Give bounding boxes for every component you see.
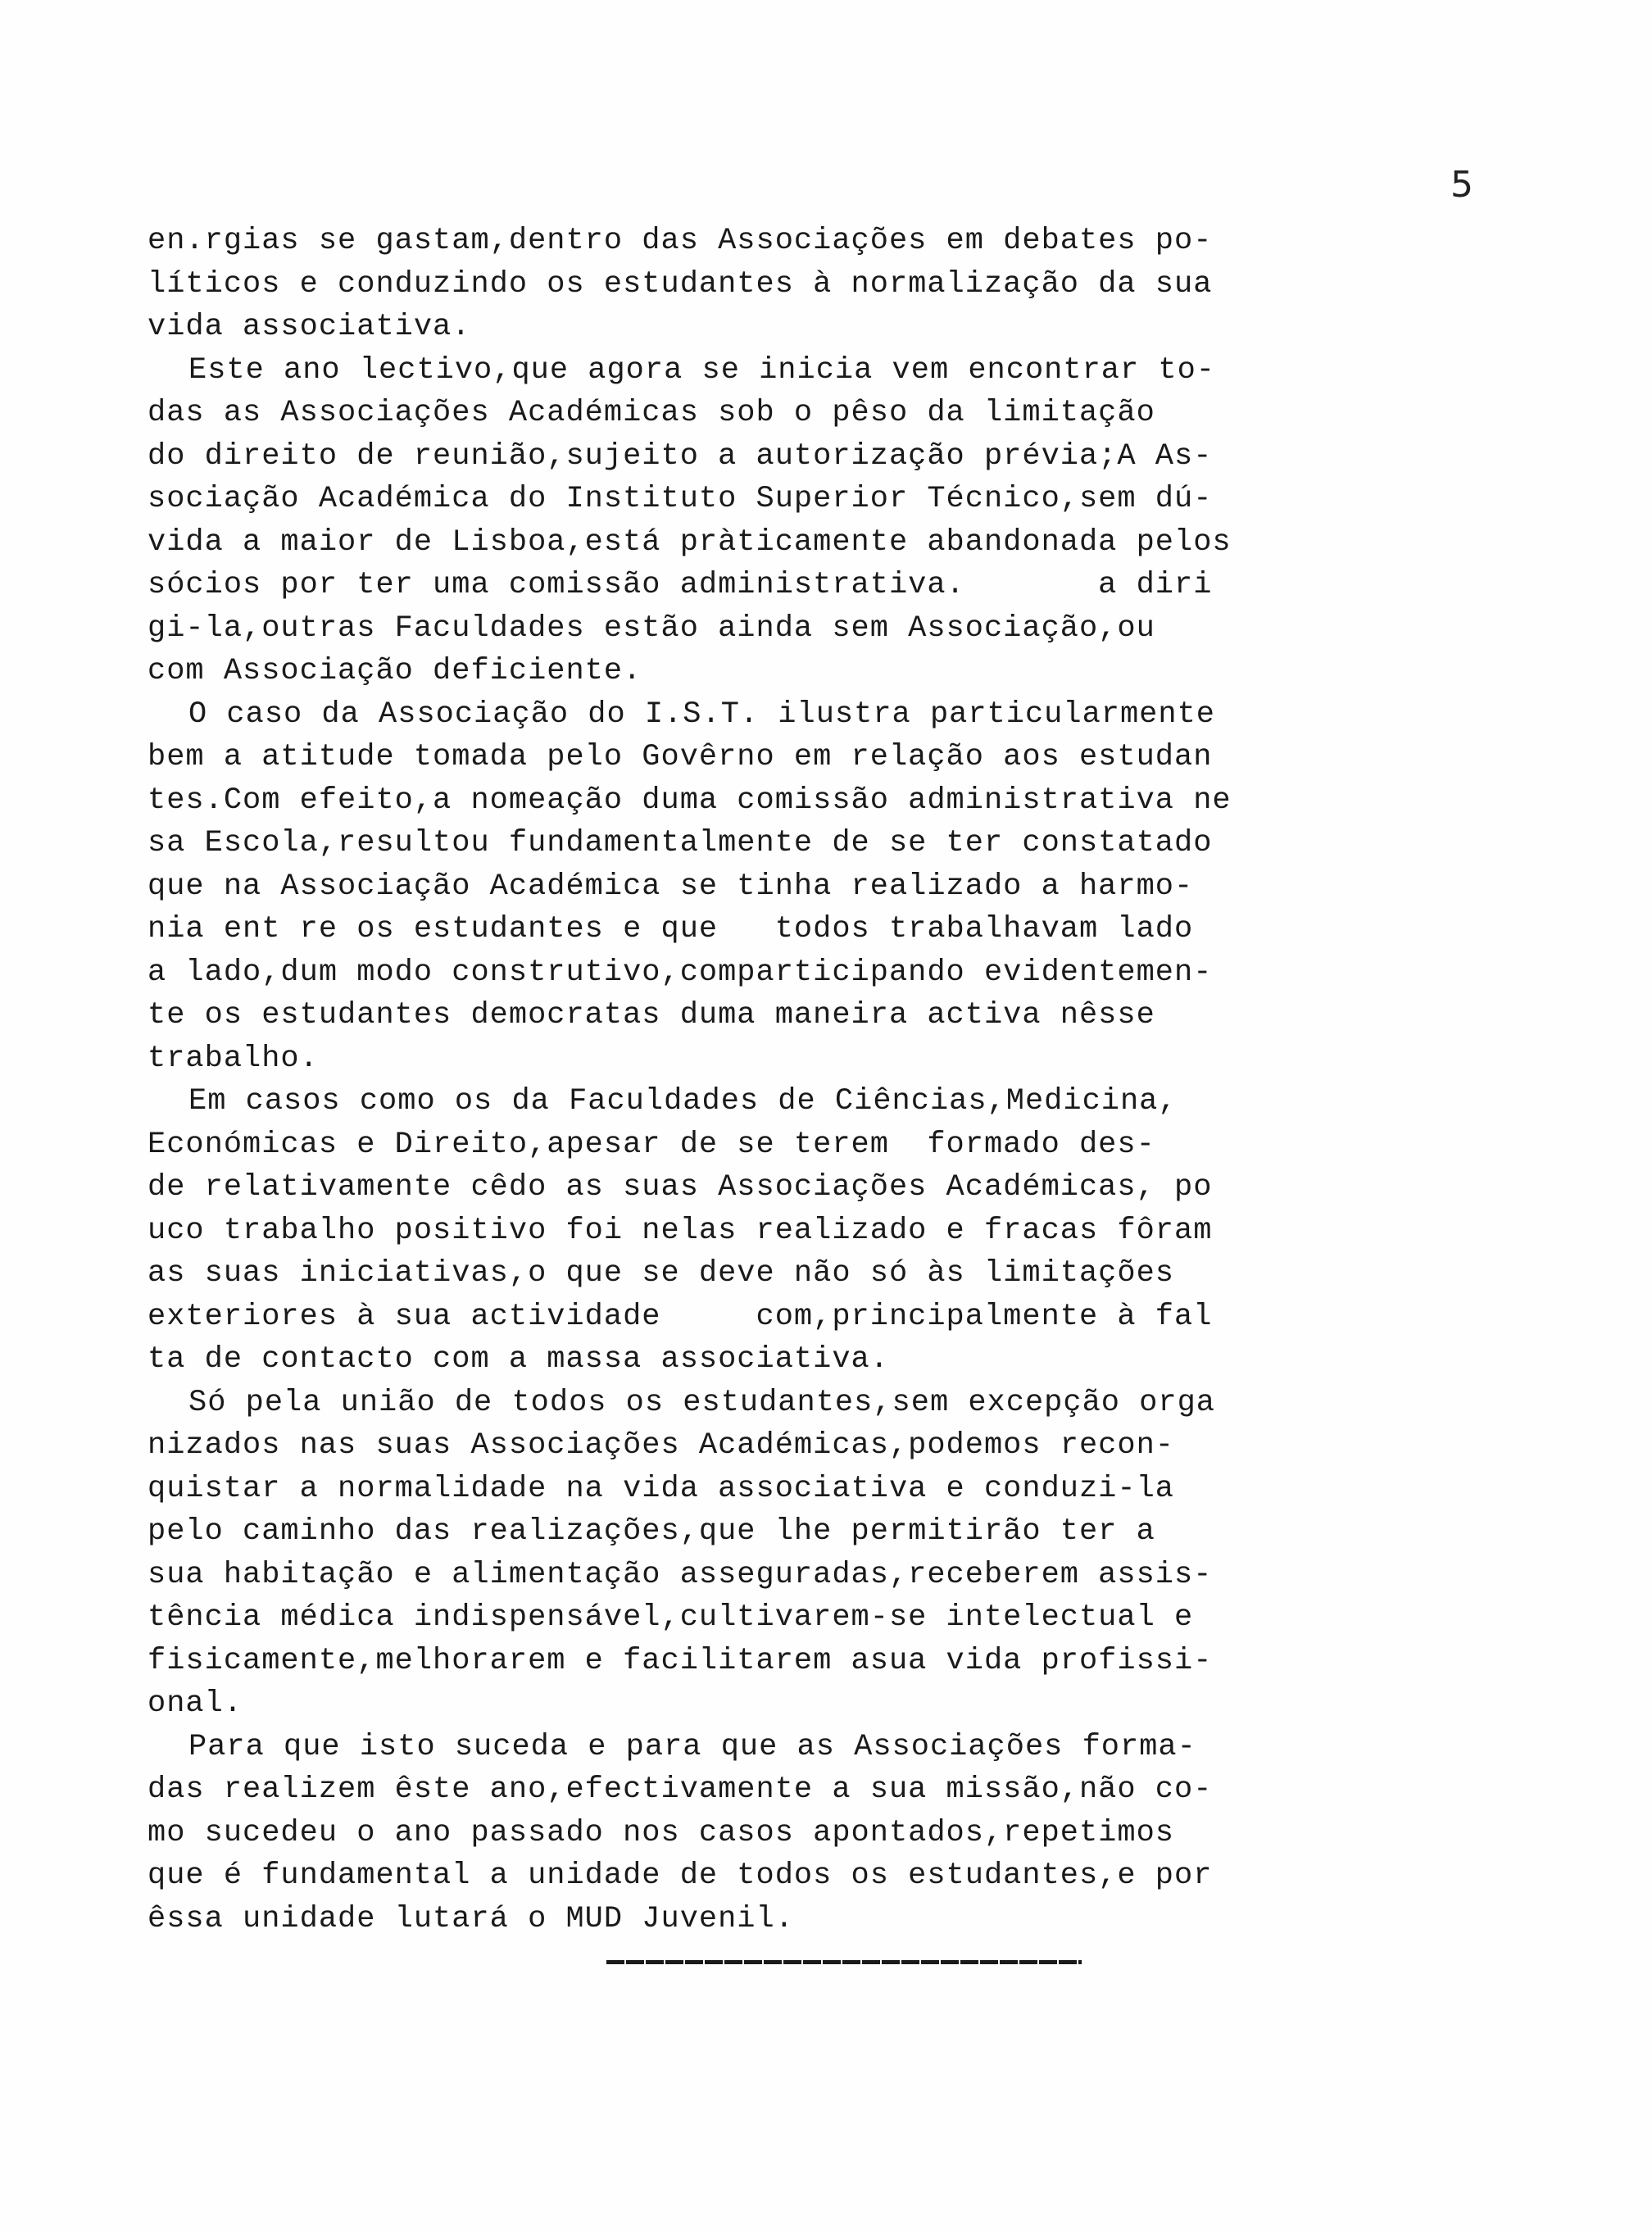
text-line: fisicamente,melhorarem e facilitarem asua vida profissi- <box>148 1643 1213 1678</box>
text-line: pelo caminho das realizações,que lhe permitirão ter a <box>148 1514 1155 1549</box>
text-line: trabalho. <box>148 1041 319 1076</box>
text-line: en.rgias se gastam,dentro das Associações em debates po- <box>148 224 1213 258</box>
text-line: O caso da Associação do I.S.T. ilustra particularmente <box>188 697 1215 732</box>
text-line: vida a maior de Lisboa,está pràticamente abandonada pelos <box>148 524 1232 560</box>
text-line: do direito de reunião,sujeito a autorização prévia;A As- <box>148 438 1213 474</box>
text-line: te os estudantes democratas duma maneira activa nêsse <box>148 998 1155 1033</box>
text-line: sociação Académica do Instituto Superior Técnico,sem dú- <box>148 482 1213 516</box>
text-line: mo sucedeu o ano passado nos casos apontados,repetimos <box>148 1815 1174 1850</box>
text-line: Económicas e Direito,apesar de se terem formado des- <box>148 1127 1155 1162</box>
text-line: gi-la,outras Faculdades estão ainda sem Associação,ou <box>148 610 1155 646</box>
text-line: onal. <box>148 1686 243 1721</box>
text-line: êssa unidade lutará o MUD Juvenil. <box>148 1901 794 1936</box>
text-line: com Associação deficiente. <box>148 654 642 688</box>
text-line: bem a atitude tomada pelo Govêrno em relação aos estudan <box>148 740 1213 774</box>
text-line: a lado,dum modo construtivo,comparticipando evidentemen- <box>148 955 1213 990</box>
text-line: nizados nas suas Associações Académicas,podemos recon- <box>148 1428 1174 1463</box>
text-line: Só pela união de todos os estudantes,sem excepção orga <box>188 1385 1215 1420</box>
page-number: 5 <box>1450 164 1473 206</box>
text-line: Para que isto suceda e para que as Associações forma- <box>188 1729 1196 1764</box>
text-line: Em casos como os da Faculdades de Ciências,Medicina, <box>188 1084 1178 1119</box>
closing-rule <box>606 1960 1082 1964</box>
text-line: tes.Com efeito,a nomeação duma comissão administrativa ne <box>148 783 1232 818</box>
text-line: tência médica indispensável,cultivarem-se intelectual e <box>148 1600 1194 1635</box>
text-line: ta de contacto com a massa associativa. <box>148 1342 889 1377</box>
text-line: exteriores à sua actividade com,principalmente à fal <box>148 1299 1213 1334</box>
text-line: Este ano lectivo,que agora se inicia vem encontrar to- <box>188 352 1215 388</box>
text-line: sa Escola,resultou fundamentalmente de se ter constatado <box>148 826 1213 860</box>
text-line: das realizem êste ano,efectivamente a sua missão,não co- <box>148 1772 1213 1807</box>
text-line: quistar a normalidade na vida associativa e conduzi-la <box>148 1471 1174 1506</box>
text-line: de relativamente cêdo as suas Associações Académicas, po <box>148 1170 1213 1205</box>
text-line: nia ent re os estudantes e que todos trabalhavam lado <box>148 912 1194 946</box>
text-line: das as Associações Académicas sob o pêso da limitação <box>148 396 1155 430</box>
text-line: uco trabalho positivo foi nelas realizado e fracas fôram <box>148 1213 1213 1248</box>
text-line: que é fundamental a unidade de todos os estudantes,e por <box>148 1859 1213 1893</box>
document-body <box>148 220 1491 1940</box>
text-line: líticos e conduzindo os estudantes à normalização da sua <box>148 266 1213 302</box>
text-line: as suas iniciativas,o que se deve não só às limitações <box>148 1256 1174 1291</box>
text-line: que na Associação Académica se tinha realizado a harmo- <box>148 869 1194 904</box>
text-line: sócios por ter uma comissão administrativa. a diri <box>148 568 1213 602</box>
text-line: sua habitação e alimentação asseguradas,receberem assis- <box>148 1557 1213 1592</box>
text-line: vida associativa. <box>148 310 471 344</box>
